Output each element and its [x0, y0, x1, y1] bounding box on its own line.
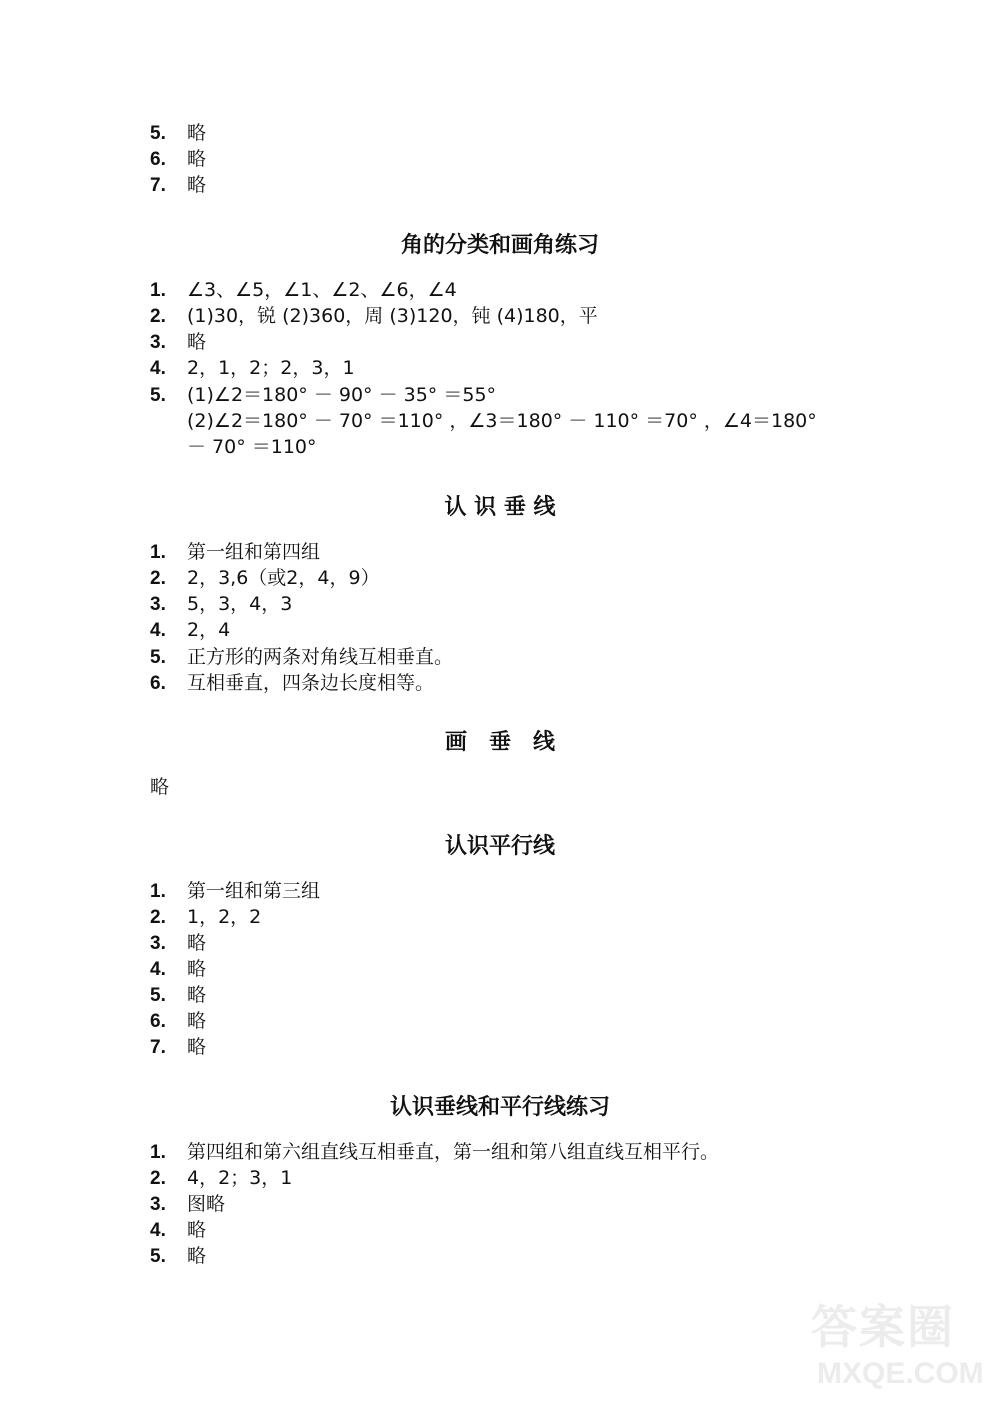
- item-text: 正方形的两条对角线互相垂直。: [187, 646, 454, 668]
- item-number: 1.: [150, 280, 166, 301]
- answer-item: [150, 930, 206, 957]
- item-text: 图略: [187, 1193, 226, 1215]
- item-text: 2，1，2；2，3，1: [187, 357, 355, 379]
- answer-item: [150, 539, 320, 566]
- item-number: 2.: [150, 1168, 166, 1189]
- item-number: 5.: [150, 385, 166, 406]
- item-text: 略: [187, 148, 207, 170]
- item-number: 4.: [150, 620, 166, 641]
- answer-item: [150, 1139, 719, 1166]
- answer-item: [150, 172, 206, 199]
- item-text: 第一组和第三组: [187, 880, 321, 902]
- watermark-logo: [801, 1287, 986, 1407]
- answer-item: [150, 1217, 206, 1244]
- item-text: (1)30，锐 (2)360，周 (3)120，钝 (4)180，平: [187, 305, 598, 327]
- answer-item: [150, 1191, 225, 1218]
- answer-item: [150, 591, 292, 618]
- section-text: 略: [150, 776, 170, 798]
- answer-item: [150, 644, 453, 671]
- section-title: 认识平行线: [444, 834, 555, 859]
- answer-item: [150, 565, 380, 592]
- answer-item: [150, 120, 206, 147]
- item-number: 2.: [150, 907, 166, 928]
- item-number: 6.: [150, 149, 166, 170]
- item-text: 略: [187, 174, 207, 196]
- answer-item: [150, 617, 230, 644]
- section-title: 认 识 垂 线: [444, 495, 556, 520]
- item-number: 5.: [150, 647, 166, 668]
- item-text: 2，4: [187, 619, 231, 641]
- item-number: 1.: [150, 542, 166, 563]
- section-title: 角的分类和画角练习: [400, 233, 599, 258]
- section-title: 画 垂 线: [444, 730, 555, 755]
- watermark-url: MXQE.COM: [817, 1357, 984, 1390]
- item-number: 1.: [150, 881, 166, 902]
- item-number: 1.: [150, 1142, 166, 1163]
- answer-item: [150, 146, 206, 173]
- item-text: ∠3、∠5，∠1、∠2、∠6，∠4: [187, 279, 457, 301]
- item-text: 略: [187, 122, 207, 144]
- item-text: 第四组和第六组直线互相垂直，第一组和第八组直线互相平行。: [187, 1141, 720, 1163]
- item-number: 6.: [150, 673, 166, 694]
- item-number: 3.: [150, 332, 166, 353]
- answer-item: [150, 277, 457, 304]
- answer-item: [150, 1165, 292, 1192]
- item-continuation: (2)∠2＝180° － 70° ＝110° ，∠3＝180° － 110° ＝70° ，∠4＝180°: [187, 410, 817, 432]
- watermark-text: 答案圈: [811, 1300, 955, 1354]
- answer-item: [150, 1008, 206, 1035]
- item-number: 7.: [150, 1037, 166, 1058]
- item-text: 略: [187, 1010, 207, 1032]
- answer-item: [150, 329, 206, 356]
- item-text: 互相垂直，四条边长度相等。: [187, 672, 435, 694]
- item-text: 1，2，2: [187, 906, 262, 928]
- item-text: 略: [187, 1245, 207, 1267]
- item-number: 4.: [150, 358, 166, 379]
- answer-item: [150, 1034, 206, 1061]
- answer-item: [150, 956, 206, 983]
- section-title: 认识垂线和平行线练习: [389, 1095, 610, 1120]
- item-text: 略: [187, 1219, 207, 1241]
- answer-item: [150, 382, 496, 409]
- answer-item: [150, 878, 320, 905]
- item-continuation: － 70° ＝110°: [187, 436, 317, 458]
- answer-item: [150, 982, 206, 1009]
- item-text: 5，3，4，3: [187, 593, 293, 615]
- item-text: (1)∠2＝180° － 90° － 35° ＝55°: [187, 384, 497, 406]
- item-number: 6.: [150, 1011, 166, 1032]
- answer-item: [150, 904, 261, 931]
- item-text: 第一组和第四组: [187, 541, 321, 563]
- answer-item: [150, 670, 434, 697]
- item-number: 7.: [150, 175, 166, 196]
- item-text: 2，3,6（或2，4，9）: [187, 567, 380, 589]
- item-number: 5.: [150, 1246, 166, 1267]
- item-text: 略: [187, 1036, 207, 1058]
- item-number: 3.: [150, 594, 166, 615]
- item-text: 略: [187, 932, 207, 954]
- item-number: 2.: [150, 568, 166, 589]
- item-text: 略: [187, 331, 207, 353]
- item-number: 2.: [150, 306, 166, 327]
- item-number: 4.: [150, 959, 166, 980]
- item-number: 5.: [150, 985, 166, 1006]
- answer-item: [150, 1243, 206, 1270]
- item-number: 4.: [150, 1220, 166, 1241]
- item-number: 3.: [150, 933, 166, 954]
- answer-item: [150, 355, 355, 382]
- item-text: 4，2；3，1: [187, 1167, 293, 1189]
- item-number: 5.: [150, 123, 166, 144]
- item-number: 3.: [150, 1194, 166, 1215]
- answer-item: [150, 303, 598, 330]
- item-text: 略: [187, 984, 207, 1006]
- item-text: 略: [187, 958, 207, 980]
